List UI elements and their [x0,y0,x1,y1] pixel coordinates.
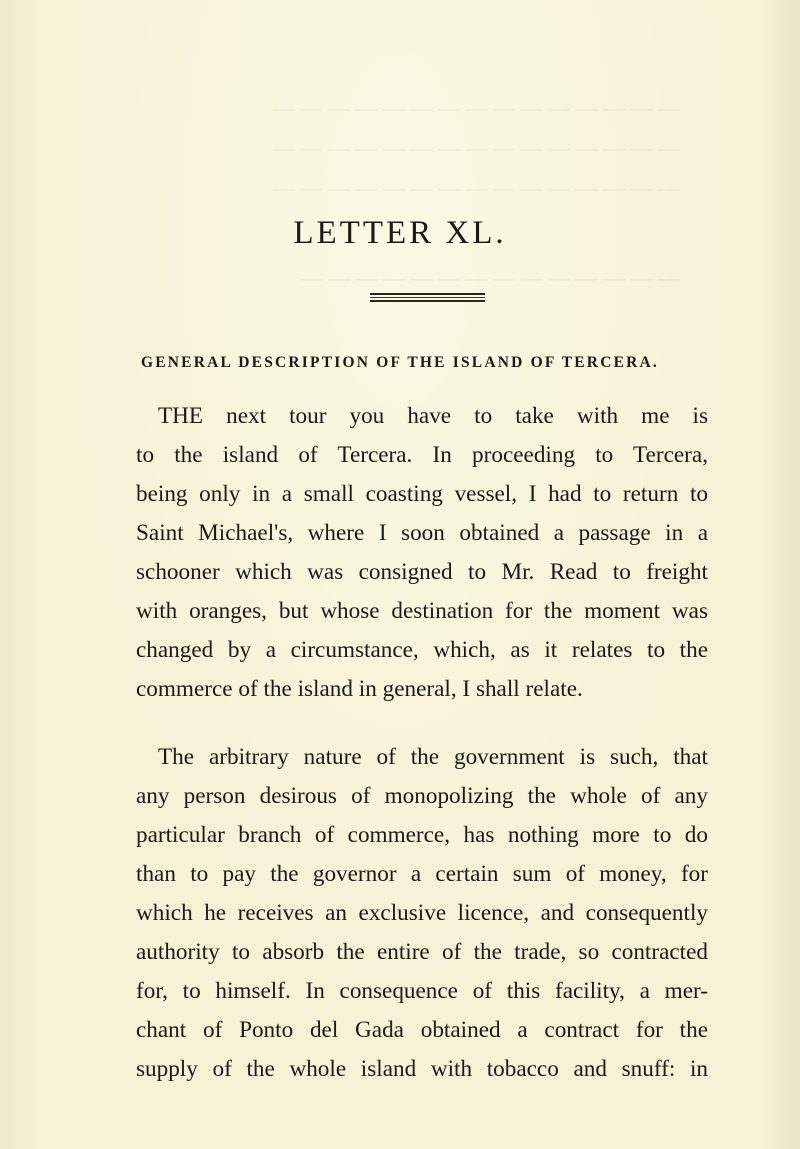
text-line: than to pay the governor a certain sum of money, for [136,861,708,887]
text-line: changed by a circumstance, which, as it relates to the [136,637,708,663]
text-line: which he receives an exclusive licence, and consequently [136,900,708,926]
text-line: commerce of the island in general, I shall relate. [136,676,583,702]
bleed-through-text: — — — — — — — — — — — — — — [300,265,680,290]
text-line: Saint Michael's, where I soon obtained a passage in a [136,520,708,546]
text-line: for, to himself. In consequence of this facility, a mer- [136,978,708,1004]
text-line: any person desirous of monopolizing the whole of any [136,783,708,809]
bleed-through-text: — — — — — — — — — — — — — — — [273,175,680,200]
paragraph-2 [136,738,708,1089]
text-line: with oranges, but whose destination for the moment was [136,598,708,624]
text-line: chant of Ponto del Gada obtained a contract for the [136,1017,708,1043]
rule-line-thick [370,300,485,302]
heading-double-rule [370,293,485,304]
text-line: being only in a small coasting vessel, I had to return to [136,481,708,507]
text-line: THE next tour you have to take with me is [158,403,708,429]
bleed-through-text: — — — — — — — — — — — — — — — [273,135,680,160]
text-line: The arbitrary nature of the government is such, that [158,744,708,770]
text-line: schooner which was consigned to Mr. Read to freight [136,559,708,585]
letter-heading: LETTER XL. [293,215,507,251]
paragraph-1 [136,397,708,709]
rule-line-thin [370,297,485,298]
text-line: particular branch of commerce, has nothing more to do [136,822,708,848]
rule-line-thick [370,293,485,295]
text-line: to the island of Tercera. In proceeding to Tercera, [136,442,708,468]
chapter-subheading: GENERAL DESCRIPTION OF THE ISLAND OF TERCERA. [140,354,659,371]
text-line: authority to absorb the entire of the trade, so contracted [136,939,708,965]
text-line: supply of the whole island with tobacco and snuff: in [136,1056,708,1082]
bleed-through-text: — — — — — — — — — — — — — — — [273,95,680,120]
